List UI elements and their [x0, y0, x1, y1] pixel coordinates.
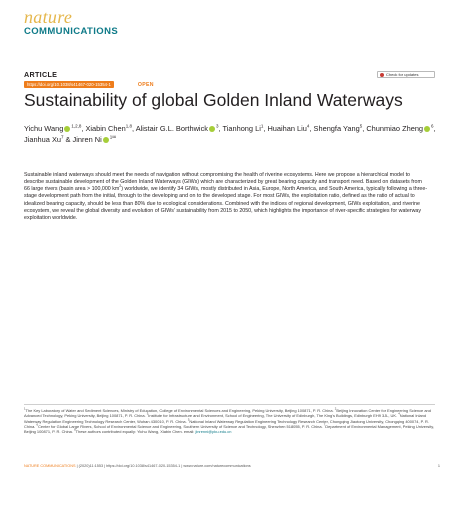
footer-citation [24, 464, 251, 468]
author-name: Huaihan Liu [267, 124, 307, 133]
author[interactable] [24, 135, 64, 144]
doi-row [24, 81, 154, 88]
author[interactable] [314, 124, 363, 133]
author-affiliation-sup: 5 [359, 123, 363, 129]
corresponding-email-link[interactable]: jinrenni@pku.edu.cn [195, 429, 232, 435]
affiliation-divider [24, 404, 435, 405]
abstract-text-part2: ) worldwide, we identify 34 GIWs, mostly distributed in Asia, Europe, North America, and South America, typically following a three-stage development path from the initial, through to the developing and on to the developed stage. For most GIWs, the exploitation ratio, defined as the ratio of actual to idealized bearing capacity, should be less than 80% due to ecological considerations. Combined with the indices of regional development, GIWs exploitation, and riverine ecosystem, we reveal the global diversity and evolution of GIWs' sustainability from 2015 to 2050, which highlights the importance of river-specific strategies for waterway exploitation worldwide. [24, 186, 428, 221]
affiliation-text: These authors contributed equally: Yichu Wang, Xiabin Chen. [75, 429, 183, 435]
author[interactable] [85, 124, 132, 133]
affiliation-number: 8 [74, 427, 76, 432]
affiliation-number: 1 [24, 406, 26, 411]
page-footer [24, 464, 440, 468]
author-name: Yichu Wang [24, 124, 64, 133]
author-affiliation-sup: 1,8 [125, 123, 132, 129]
author[interactable] [24, 124, 81, 133]
doi-link[interactable]: https://doi.org/10.1038/s41467-020-15354-1 [24, 81, 114, 88]
affiliation-number: 3 [146, 411, 149, 416]
orcid-icon[interactable] [103, 137, 109, 143]
affiliation-text: Department of Environmental Management, Peking University, Beijing 100871, P. R. China. [24, 423, 434, 435]
logo-communications-text: COMMUNICATIONS [24, 26, 119, 37]
affiliation-text: Institute for Infrastructure and Environment, School of Engineering, The University of Edinburgh, The King's Buildings, Edinburgh EH9 3JL, UK. [148, 413, 398, 419]
affiliation-number: 2 [334, 406, 337, 411]
author-name: Shengfa Yang [313, 124, 360, 133]
affiliation-number: 4 [398, 411, 400, 416]
article-type-label: ARTICLE [24, 70, 58, 79]
author-name: Xiabin Chen [85, 124, 126, 133]
author-name: Alistair G.L. Borthwick [135, 124, 208, 133]
affiliation-text: Beijing Innovation Center for Engineering Science and Advanced Technology, Peking University, Beijing 100871, P. R. China. [24, 408, 431, 419]
author-affiliation-sup: 4 [306, 123, 310, 129]
author-name: Chunmiao Zheng [366, 124, 424, 133]
footer-journal-name: NATURE COMMUNICATIONS [24, 464, 76, 468]
author[interactable] [267, 124, 309, 133]
crossmark-icon [380, 73, 384, 77]
affiliations [24, 408, 440, 434]
email-label: email: [183, 429, 195, 435]
orcid-icon[interactable] [64, 126, 70, 132]
affiliation-text: Center for Global Large Rivers, School of Environmental Science and Engineering, Southern University of Science and Technology, Shenzhen 518055, P. R. China. [38, 423, 323, 429]
author-affiliation-sup: 1,2,8 [71, 123, 82, 129]
abstract [24, 172, 429, 222]
author-affiliation-sup: 7 [60, 134, 64, 140]
author-name: Jianhua Xu [24, 134, 61, 144]
author-affiliation-sup: 3 [215, 123, 219, 129]
orcid-icon[interactable] [424, 126, 430, 132]
abstract-text-part1: Sustainable inland waterways should meet the needs of navigation without compromising the health of riverine ecosystems. Here we propose a hierarchical model to describe sustainable development of the Golden Inland Waterways (GIWs) which are characterized by great bearing capacity and transport need. Based on datasets from 66 large rivers (basin area > 100,000 km [24, 172, 422, 193]
author-name: Jinren Ni [72, 134, 102, 144]
author-name: Tianhong Li [222, 124, 261, 133]
check-for-updates-button[interactable] [377, 71, 435, 78]
check-updates-label: Check for updates [386, 72, 419, 77]
author-affiliation-sup: 1 [260, 123, 264, 129]
article-title: Sustainability of global Golden Inland Waterways [24, 90, 403, 110]
journal-logo[interactable] [24, 8, 118, 37]
footer-citation-text: | (2020)11:1553 | https://doi.org/10.1038/s41467-020-15354-1 | www.nature.com/naturecommunications [76, 464, 251, 468]
affiliation-number: 5 [187, 417, 190, 422]
author-list: Yichu Wang $^{1,2,8}$, Xiabin Chen$^{1,8}$, Alistair G.L. Borthwick $^3$, Tianhong Li$^1$, Huaihan Liu$^4$, Shengfa Yang$^5$, Chunmiao Zheng $^6$, Jianhua Xu$^7$ & Jinren Ni $^{1✉}$ [24, 123, 436, 144]
affiliation-text: National Inland Waterway Regulation Engineering Technology Research Center, Chongqing Jiaotong University, Chongqing 400074, P. R. China. [24, 418, 429, 429]
open-access-badge: OPEN [137, 81, 154, 88]
author-affiliation-sup: 6 [431, 123, 434, 129]
author[interactable] [73, 135, 116, 144]
affiliation-number: 7 [323, 422, 326, 427]
logo-nature-text: nature [24, 7, 73, 27]
affiliation-text: National Inland Waterway Regulation Engineering Technology Research Center, Wuhan 430010, P. R. China. [24, 413, 427, 424]
page-number: 1 [437, 464, 440, 468]
affiliation-text: The Key Laboratory of Water and Sediment Sciences, Ministry of Education, College of Environmental Sciences and Engineering, Peking University, Beijing 100871, P. R. China. [25, 408, 334, 413]
abstract-superscript: 2 [119, 184, 122, 189]
affiliation-number: 6 [36, 422, 39, 427]
orcid-icon[interactable] [209, 126, 215, 132]
author[interactable] [222, 124, 263, 133]
author[interactable] [366, 124, 433, 133]
author[interactable] [136, 124, 219, 133]
author-affiliation-sup: 1✉ [109, 134, 116, 140]
